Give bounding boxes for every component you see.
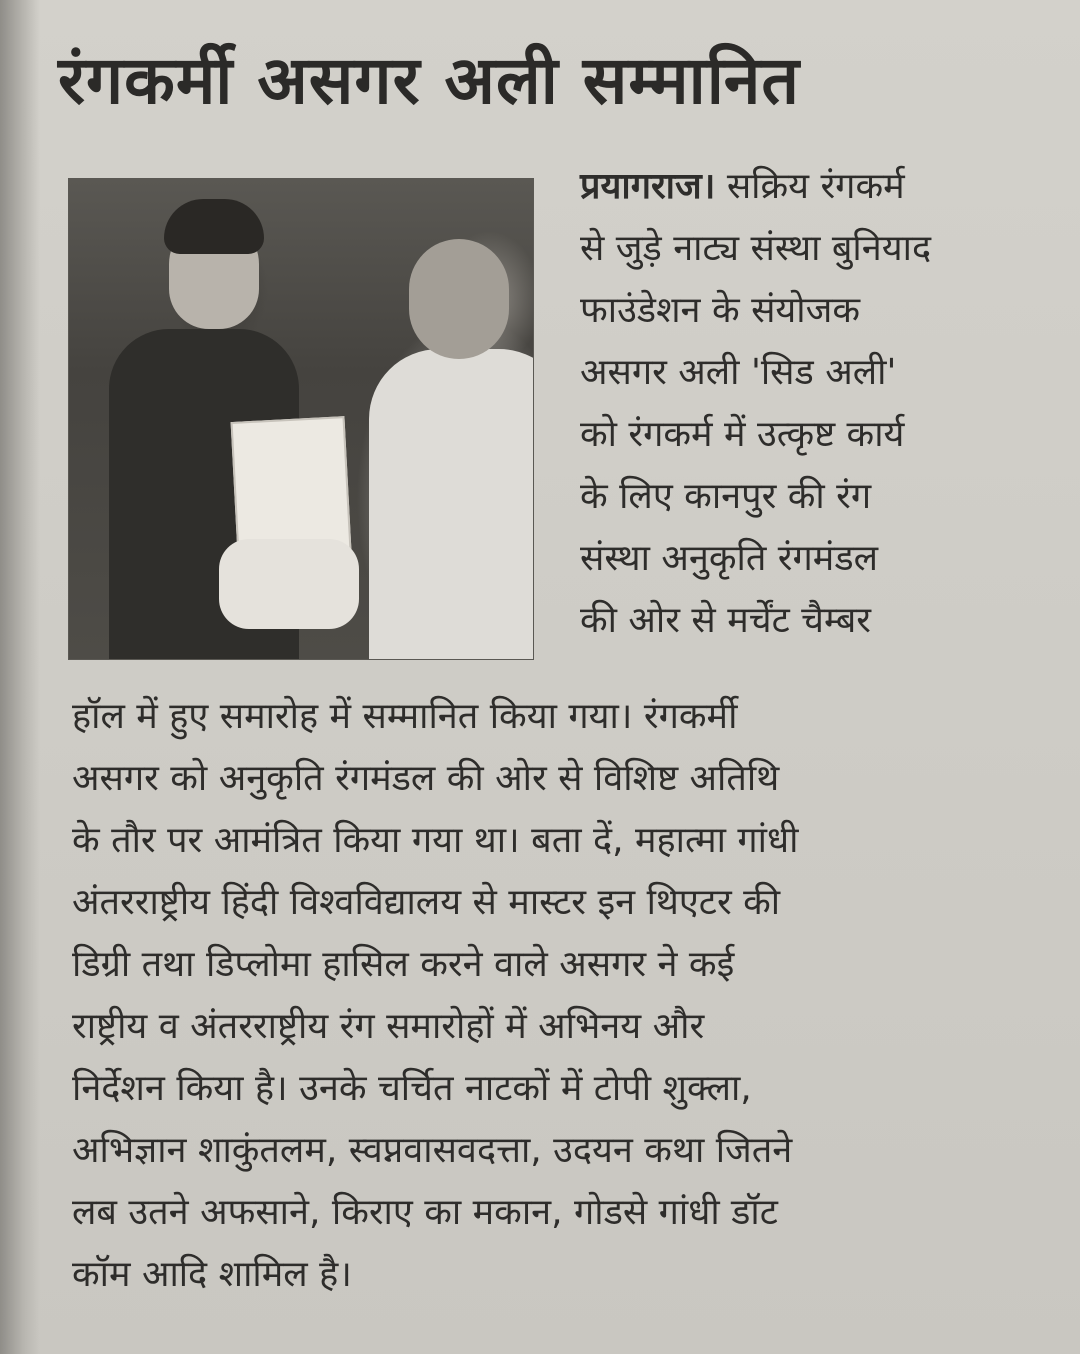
article-line: संस्था अनुकृति रंगमंडल [580,538,878,579]
article-line: असगर को अनुकृति रंगमंडल की ओर से विशिष्ट अतिथि [72,758,780,799]
article-line: के लिए कानपुर की रंग [580,476,872,517]
article-line: कॉम आदि शामिल है। [72,1254,352,1295]
article-line: लब उतने अफसाने, किराए का मकान, गोडसे गांधी डॉट [72,1192,778,1233]
news-photo [68,178,534,660]
dateline: प्रयागराज। [580,166,716,207]
photo-person-right-face [409,239,509,359]
article-line: डिग्री तथा डिप्लोमा हासिल करने वाले असगर ने कई [72,944,735,985]
article-line: असगर अली 'सिड अली' [580,352,897,393]
page-edge-shadow [0,0,40,1354]
article-line: राष्ट्रीय व अंतरराष्ट्रीय रंग समारोहों में अभिनय और [72,1006,705,1047]
article-line: हॉल में हुए समारोह में सम्मानित किया गया। रंगकर्मी [72,696,738,737]
article-line: फाउंडेशन के संयोजक [580,290,860,331]
photo-memento [231,416,352,556]
article-line: के तौर पर आमंत्रित किया गया था। बता दें, महात्मा गांधी [72,820,799,861]
article-line-text: सक्रिय रंगकर्म [715,166,905,207]
article-full-width [72,686,1032,1306]
photo-person-right [369,349,534,660]
article-right-column [580,156,1040,652]
article-line: अभिज्ञान शाकुंतलम, स्वप्नवासवदत्ता, उदयन कथा जितने [72,1130,793,1171]
article-line: को रंगकर्म में उत्कृष्ट कार्य [580,414,905,455]
article-line: से जुड़े नाट्य संस्था बुनियाद [580,228,932,269]
article-line: की ओर से मर्चेंट चैम्बर [580,600,872,641]
headline: रंगकर्मी असगर अली सम्मानित [58,42,801,119]
photo-bouquet [219,539,359,629]
article-line: अंतरराष्ट्रीय हिंदी विश्वविद्यालय से मास्टर इन थिएटर की [72,882,781,923]
article-line [580,156,1040,218]
photo-person-left-hair [164,199,264,254]
article-line: निर्देशन किया है। उनके चर्चित नाटकों में टोपी शुक्ला, [72,1068,752,1109]
